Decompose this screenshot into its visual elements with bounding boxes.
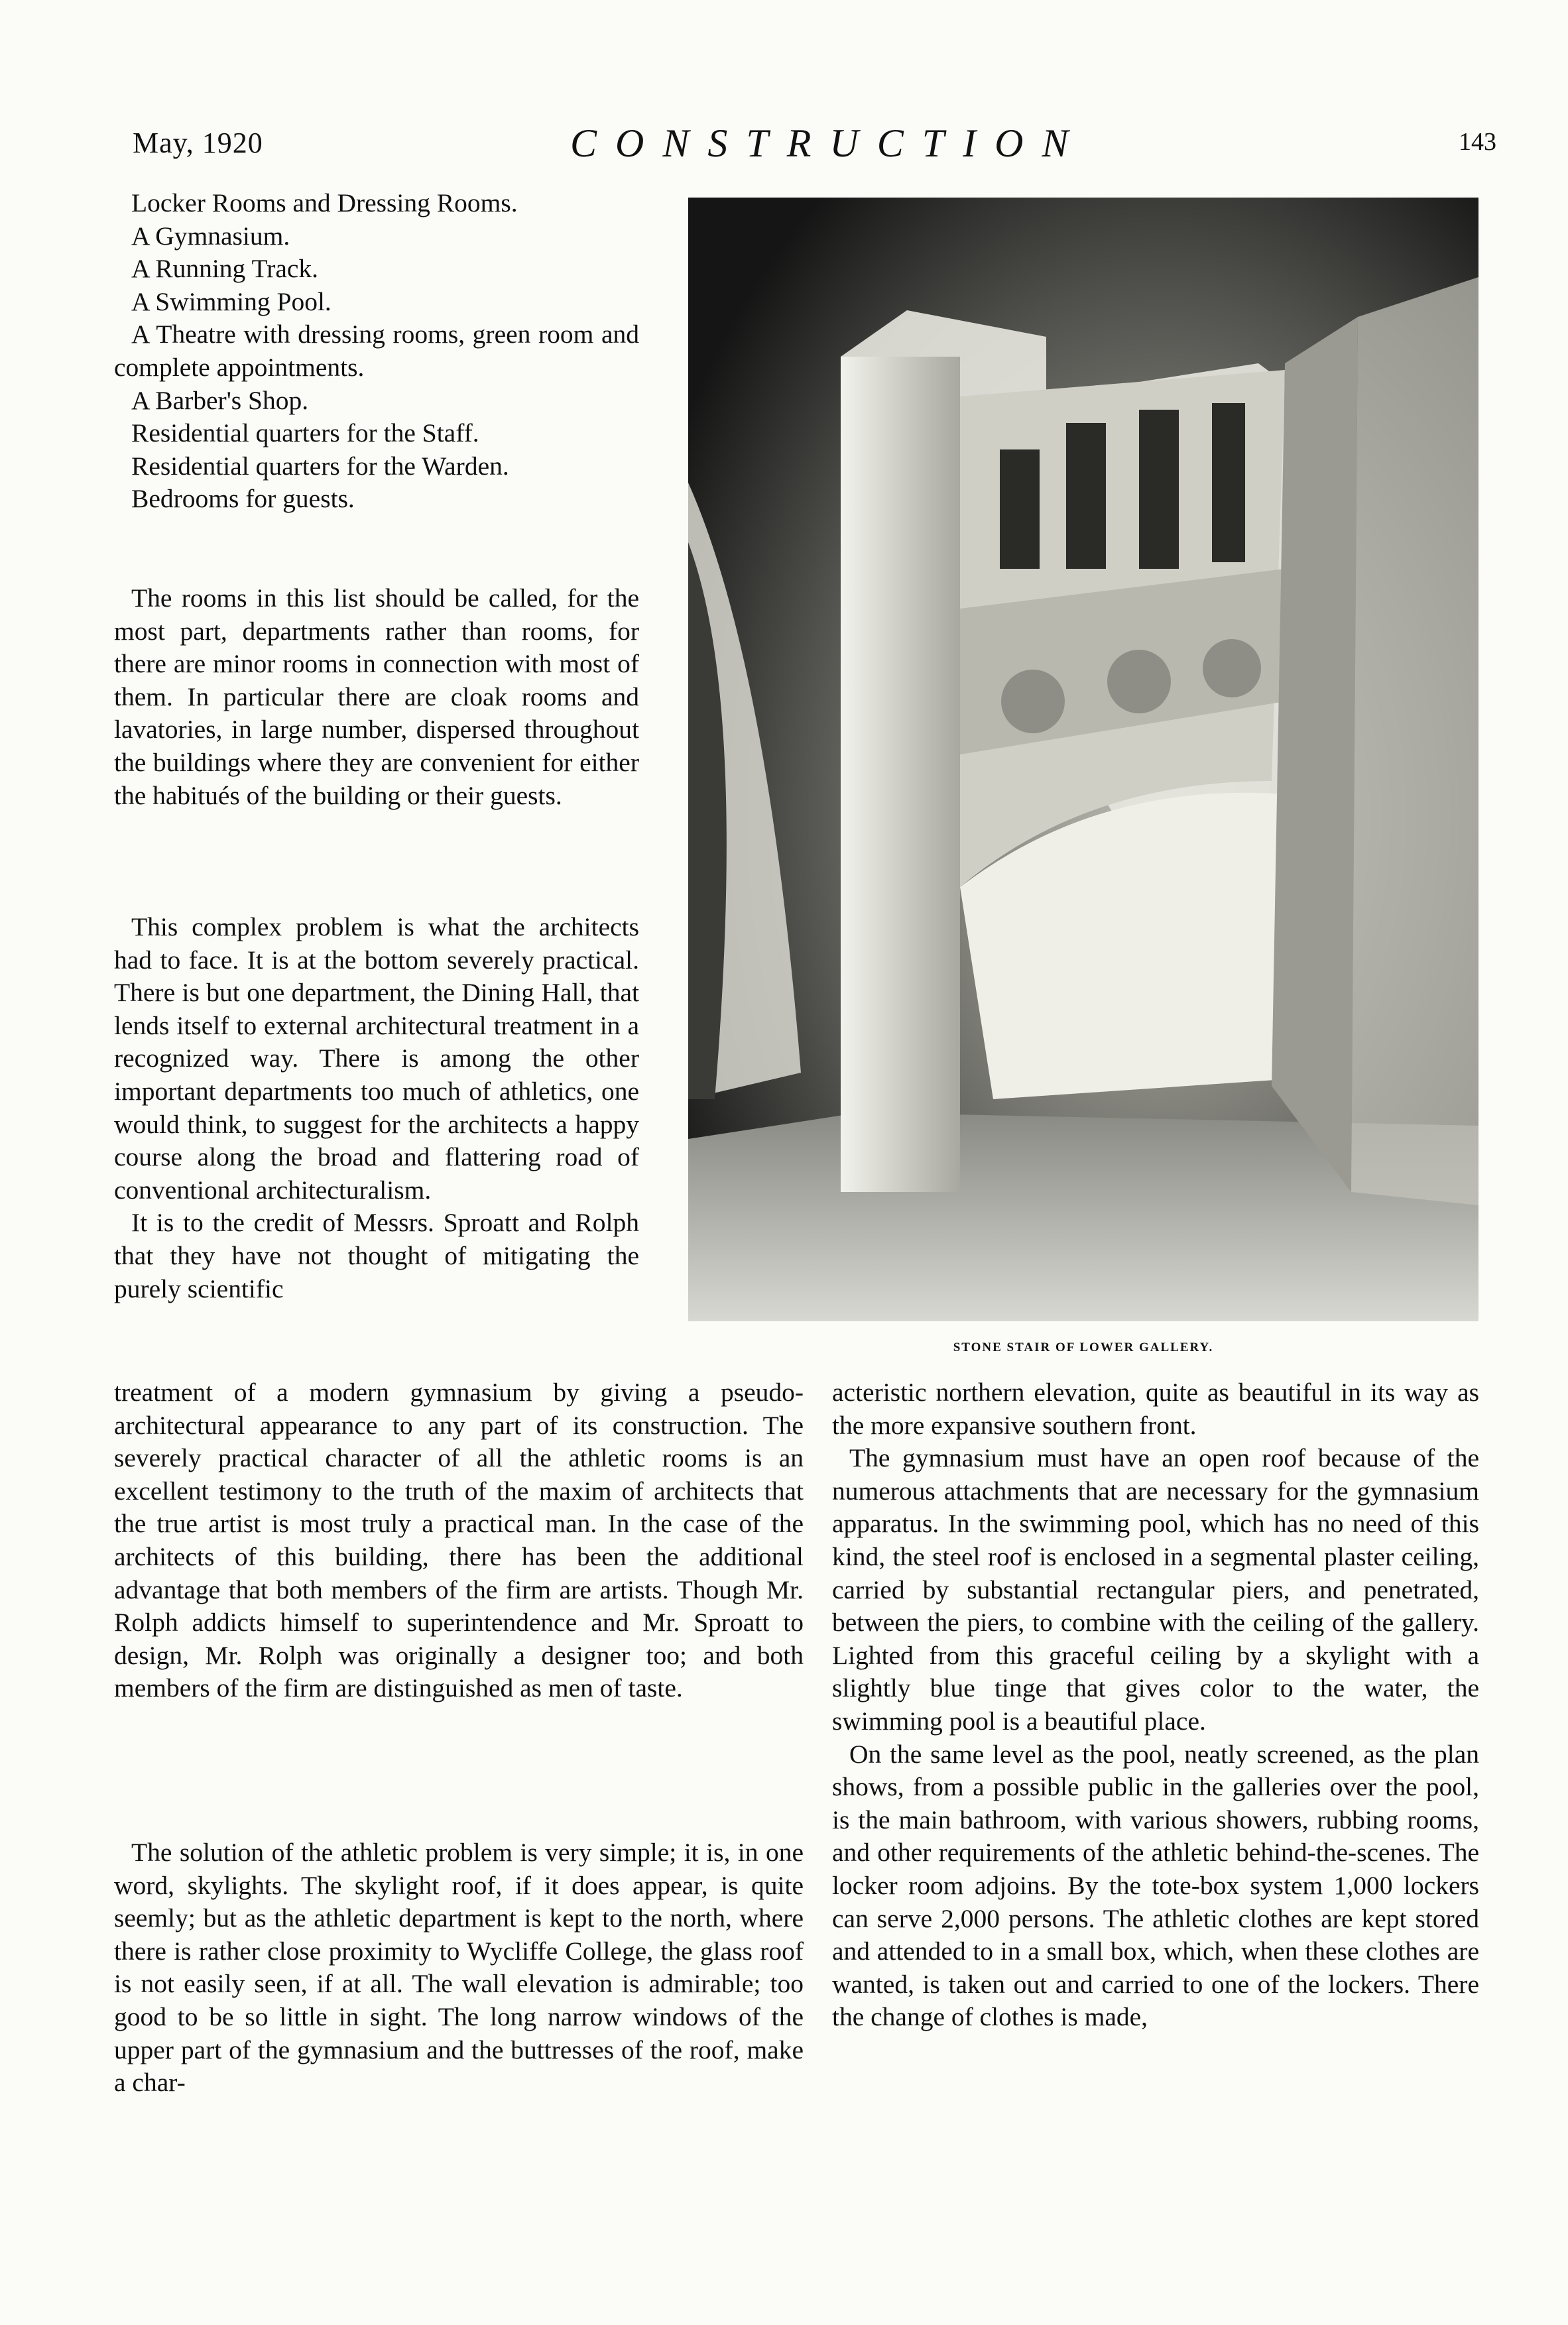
magazine-title: CONSTRUCTION — [570, 121, 1087, 165]
list-item: Residential quarters for the Staff. — [131, 418, 479, 448]
list-item: A Gymnasium. — [131, 221, 290, 251]
paragraph-text: The solution of the athletic problem is very simple; it is, in one word, skylights. The skylight roof, if it does appear, is quite seemly; but as the athletic department is kept to the north, where there is rather close proximity to Wycliffe College, the glass roof is not easily seen, if at all. The wall elevation is admirable; too good to be so little in sight. The long narrow windows of the upper part of the gymnasium and the buttresses of the roof, make a char- — [114, 1838, 804, 2098]
paragraph-text: The gymnasium must have an open roof because of the numerous attachments that are necessary for the gymnasium apparatus. In the swimming pool, which has no need of this kind, the steel roof is enclosed in a segmental plaster ceiling, carried by substantial rectangular piers, and penetrated, between the piers, to combine with the ceiling of the gallery. Lighted from this graceful ceiling by a skylight with a slightly blue tinge that gives color to the water, the swimming pool is a beautiful place. — [832, 1443, 1479, 1736]
list-item: A Theatre with dressing rooms, green room and complete appointments. — [114, 320, 639, 382]
paragraph-text: treatment of a modern gymnasium by giving a pseudo-architectural appearance to any part of its construction. The severely practical character of all the athletic rooms is an excellent testimony to the truth of the maxim of architects that the true artist is most truly a practical man. In the case of the architects of this building, there has been the additional advantage that both members of the firm are artists. Though Mr. Rolph addicts himself to superintendence and Mr. Sproatt to design, Mr. Rolph was originally a designer too; and both members of the firm are distinguished as men of taste. — [114, 1378, 804, 1703]
photo-caption: STONE STAIR OF LOWER GALLERY. — [953, 1341, 1214, 1354]
paragraph-text: acteristic northern elevation, quite as beautiful in its way as the more expansive southern front. — [832, 1378, 1479, 1440]
list-item: A Swimming Pool. — [131, 286, 332, 316]
list-item: Bedrooms for guests. — [131, 484, 355, 514]
paragraph-text: On the same level as the pool, neatly screened, as the plan shows, from a possible public in the galleries over the pool, is the main bathroom, with various showers, rubbing rooms, and other requirements of the athletic behind-the-scenes. The locker room adjoins. By the tote-box system 1,000 lockers can serve 2,000 persons. The athletic clothes are kept stored and attended to in a small box, which, when these clothes are wanted, is taken out and carried to one of the lockers. There the change of clothes is made, — [832, 1739, 1479, 2032]
paragraph-text: It is to the credit of Messrs. Sproatt and Rolph that they have not thought of mitigating the purely scientific — [114, 1208, 639, 1303]
list-item: Locker Rooms and Dressing Rooms. — [131, 188, 518, 217]
list-item: Residential quarters for the Warden. — [131, 451, 509, 481]
stone-stair-photo — [688, 198, 1478, 1321]
paragraph-complex-problem — [114, 911, 639, 1305]
list-item: A Running Track. — [131, 254, 319, 284]
issue-date: May, 1920 — [133, 127, 263, 159]
paragraph-text: The rooms in this list should be called, for the most part, departments rather than rooms, for there are minor rooms in connection with most of them. In particular there are cloak rooms and lavatories, in large number, dispersed throughout the buildings where they are convenient for either the habitués of the building or their guests. — [114, 583, 639, 810]
list-item: A Barber's Shop. — [131, 385, 309, 415]
right-column — [832, 1376, 1479, 2034]
room-list — [114, 187, 639, 516]
page-number: 143 — [1459, 128, 1496, 156]
paragraph-rooms-departments — [114, 582, 639, 812]
paragraph-athletic-solution — [114, 1836, 804, 2100]
paragraph-text: This complex problem is what the architects had to face. It is at the bottom severely practical. There is but one department, the Dining Hall, that lends itself to external architectural treatment in a recognized way. There is among the other important departments too much of athletics, one would think, to suggest for the architects a happy course along the broad and flattering road of conventional architecturalism. — [114, 912, 639, 1205]
stone-stair-illustration — [688, 198, 1478, 1321]
paragraph-credit-continued — [114, 1376, 804, 1705]
